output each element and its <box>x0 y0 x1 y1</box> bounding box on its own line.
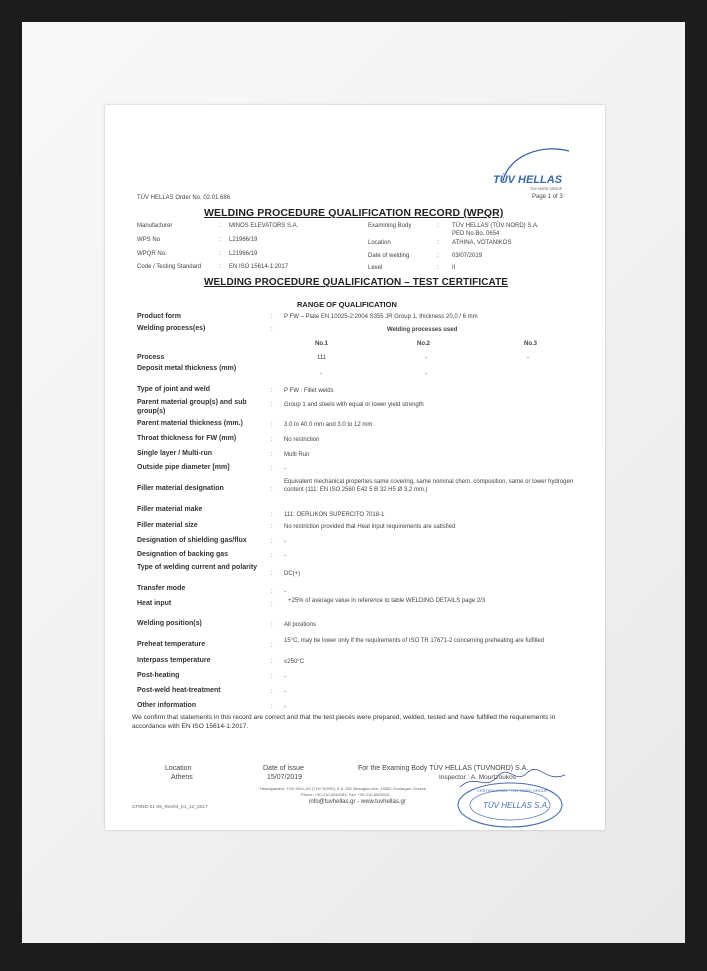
footer-date-value: 15/07/2019 <box>267 774 303 781</box>
logo-brand: TÜV HELLAS <box>493 174 563 186</box>
row-label: Single layer / Multi-run <box>137 450 213 457</box>
row-value: - <box>284 704 286 710</box>
row-value: DC(+) <box>284 571 301 577</box>
product-form-value: P FW – Plate EN 10025-2:2004 S355 JR Group 1, thickness 20,0 / 6 mm <box>284 314 478 320</box>
footer-inspector: Inspector : A. Mourtzoukos <box>439 774 516 781</box>
form-code: CF0ND-01-05_Rev04_01_12_2017 <box>132 805 208 810</box>
deposit-label: Deposit metal thickness (mm) <box>137 365 237 372</box>
info-code-value: EN ISO 15614-1:2017 <box>229 264 289 270</box>
row-label: Post-heating <box>137 672 180 679</box>
info-level-value: II <box>452 265 456 271</box>
row-value: 3.0 to 40.0 mm and 3.0 to 12 mm <box>284 422 373 428</box>
footer-contact: info@tuvhellas.gr - www.tuvhellas.gr <box>309 799 406 805</box>
row-label: Heat input <box>137 600 172 607</box>
info-wpqr-value: L21966/19 <box>229 251 258 257</box>
row-value: P FW : Fillet welds <box>284 388 334 394</box>
row-label: Designation of backing gas <box>137 551 229 558</box>
footer-phone: Phone: +30-210-6540183, Fax: +30-210-6528025 <box>301 792 390 797</box>
info-date-value: 03/07/2019 <box>452 253 483 259</box>
info-code-label: Code / Testing Standard <box>137 264 202 270</box>
info-date-label: Date of welding <box>368 253 410 259</box>
footer-location-value: Athens <box>171 774 193 781</box>
row-value: ≤250°C <box>284 659 305 665</box>
footer-location-label: Location <box>165 765 192 772</box>
row-label: Welding position(s) <box>137 620 202 627</box>
info-ped-value: PED No.Bo. 0654 <box>452 231 500 237</box>
footer-body-label: For the Examing Body TÜV HELLAS (TUVNORD) S.A. <box>358 765 529 772</box>
order-number: TÜV HELLAS Order No. 02.01.686 <box>137 195 231 201</box>
row-label: Post-weld heat-treatment <box>137 687 221 694</box>
row-value: +25% of average value in reference to table WELDING DETAILS page 2/3 <box>288 598 486 604</box>
row-value: - <box>284 589 286 595</box>
row-value: - <box>284 539 286 545</box>
row-value: - <box>284 689 286 695</box>
row-value: - <box>284 674 286 680</box>
row-label: Filler material make <box>137 506 203 513</box>
info-manufacturer-label: Manufacturer <box>137 223 173 229</box>
certificate-title: WELDING PROCEDURE QUALIFICATION – TEST CERTIFICATE <box>204 277 509 288</box>
logo-sub: TÜV NORD GROUP <box>530 187 563 191</box>
footer-address: Headquarters: TÜV HELLAS (TÜV NORD) S.A. 282 Mesogion Ave. 15562 Cholargos, Greece <box>260 786 427 791</box>
process-label: Process <box>137 354 165 361</box>
certificate-document: TÜV HELLAS TÜV NORD GROUP TÜV HELLAS Order No. 02.01.686 Page 1 of 3 WELDING PROCEDURE QUALIFICATION RECORD (WPQR) Manufacturer : MINOS ELEVATORS S.A. WPS No : L21966/19 WPQR No. : L21966/19 Code / Testing Standard : EN ISO 15614-1:2017 Examining Body : TÜV HELLAS (TÜV NORD) S.A. PED No.Bo. 0654 Location : ATHINA, VOTANIKOS Date of welding : 03/07/2019 Level : II WELDING PROCEDURE QUALIFICATION – TEST CERTIFICATE RANGE OF QUALIFICATION Product form : P FW – Plate EN 10025-2:2004 S355 JR Group 1, thickness 20,0 / 6 mm Welding process(es) : Welding processes used No.1 No.2 No.3 Process 111 - - Deposit metal thickness (mm) - - Type of joint and weld : P FW : Fillet welds Parent material group(s) and sub group(s) : Group 1 and steels with equal or lower yield strength Parent material thickness (mm.) : 3.0 to 40.0 mm and 3.0 to 12 mm Throat thickness for FW (mm) : No restriction Single layer / Multi-run : Multi Run Outside pipe diameter [mm] : - Filler material designation : Equivalent mechanical properties same covering, same nominal chem. composition, same or lower hydrogen content (111: EN ISO 2560 E42 5 B 32 H5 Ø 3,2 mm.) Filler material make : 111: OERLIKON SUPERCITO 7018-1 Filler material size : No restriction provided that Heat input requirements are satisfied Designation of shielding gas/flux : - Designation of backing gas : - Type of welding current and polarity : DC(+) Transfer mode : - Heat input : +25% of average value in reference to table WELDING DETAILS page 2/3 Welding position(s) : All positions Preheat temperature : 15°C, may be lower only if the requirements of ISO TR 17671-2 concerning preheating are fulfilled Interpass temperature : ≤250°C Post-heating : - Post-weld heat-treatment : - Other information : - We confirm that statements in this record are correct and that the test pieces were prepared, welded, tested and have fulfilled the requirements in accordance with EN ISO 15614-1:2017. Location Athens Date of issue 15/07/2019 For the Examing Body TÜV HELLAS (TUVNORD) S.A. Inspector : A. Mourtzoukos Headquarters: TÜV HELLAS (TÜV NORD) S.A. 282 Mesogion Ave. 15562 Cholargos, Greece Phone: +30-210-6540183, Fax: +30-210-6528025 info@tuvhellas.gr - www.tuvhellas.gr CF0ND-01-05_Rev04_01_12_2017 TÜV HELLAS S.A. CERTIFICATION · TÜV NORD GROUP <box>105 105 605 830</box>
row-label: Outside pipe diameter [mm] <box>137 464 230 471</box>
deposit-value-1: - <box>320 371 322 377</box>
wpqr-title: WELDING PROCEDURE QUALIFICATION RECORD (WPQR) <box>204 207 504 219</box>
row-label: Parent material thickness (mm.) <box>137 420 243 427</box>
row-value: No restriction <box>284 437 320 443</box>
process-value-3: - <box>527 355 529 361</box>
row-value: - <box>284 553 286 559</box>
info-wps-value: L21966/19 <box>229 237 258 243</box>
info-examining-label: Examining Body <box>368 223 412 229</box>
info-location-value: ATHINA, VOTANIKOS <box>452 240 512 246</box>
info-level-label: Level <box>368 265 383 271</box>
certification-stamp-icon <box>455 780 565 830</box>
info-examining-value: TÜV HELLAS (TÜV NORD) S.A. <box>452 223 539 229</box>
footer-date-label: Date of issue <box>263 765 304 772</box>
info-wpqr-label: WPQR No. <box>137 251 167 257</box>
row-label: Filler material size <box>137 522 198 529</box>
row-value: Group 1 and steels with equal or lower yield strength <box>284 402 424 408</box>
row-label: Filler material designation <box>137 485 224 492</box>
process-col-1: No.1 <box>315 341 329 347</box>
row-value: No restriction provided that Heat input requirements are satisfied <box>284 524 456 530</box>
row-label: Type of joint and weld <box>137 386 210 393</box>
process-col-3: No.3 <box>524 341 538 347</box>
range-title: RANGE OF QUALIFICATION <box>297 300 397 309</box>
row-value: 15°C, may be lower only if the requirements of ISO TR 17671-2 concerning preheating are fulfilled <box>284 638 545 644</box>
stamp-ring-text: CERTIFICATION · TÜV NORD GROUP <box>477 788 548 793</box>
row-label: Interpass temperature <box>137 657 211 664</box>
welding-process-label: Welding process(es) <box>137 325 206 332</box>
info-wps-label: WPS No <box>137 237 161 243</box>
process-col-2: No.2 <box>417 341 431 347</box>
row-label: Throat thickness for FW (mm) <box>137 435 237 442</box>
row-label: Other information <box>137 702 197 709</box>
row-label: Parent material group(s) and sub group(s) <box>137 399 247 415</box>
product-form-label: Product form <box>137 313 181 320</box>
page-number: Page 1 of 3 <box>532 194 563 200</box>
process-value-1: 111 <box>317 355 327 361</box>
row-label: Transfer mode <box>137 585 186 592</box>
deposit-value-2: - <box>425 371 427 377</box>
row-value: 111: OERLIKON SUPERCITO 7018-1 <box>284 512 385 518</box>
welding-processes-header: Welding processes used <box>387 327 458 333</box>
row-label: Designation of shielding gas/flux <box>137 537 247 544</box>
info-manufacturer-value: MINOS ELEVATORS S.A. <box>229 223 299 229</box>
confirmation-statement: We confirm that statements in this record are correct and that the test pieces were prepared, welded, tested and have fulfilled the requirements in accordance with EN ISO 15614-1:2017. <box>132 714 556 730</box>
row-value: Equivalent mechanical properties same covering, same nominal chem. composition, same or lower hydrogen content (111: EN ISO 2560 E42 5 B 32 H5 Ø 3,2 mm.) <box>284 479 574 493</box>
row-label: Preheat temperature <box>137 641 206 648</box>
stamp-text: TÜV HELLAS S.A. <box>483 801 550 810</box>
row-value: Multi Run <box>284 452 310 458</box>
info-location-label: Location <box>368 240 391 246</box>
row-label: Type of welding current and polarity <box>137 564 258 571</box>
row-value: All positions <box>284 622 317 628</box>
row-value: - <box>284 466 286 472</box>
process-value-2: - <box>425 355 427 361</box>
